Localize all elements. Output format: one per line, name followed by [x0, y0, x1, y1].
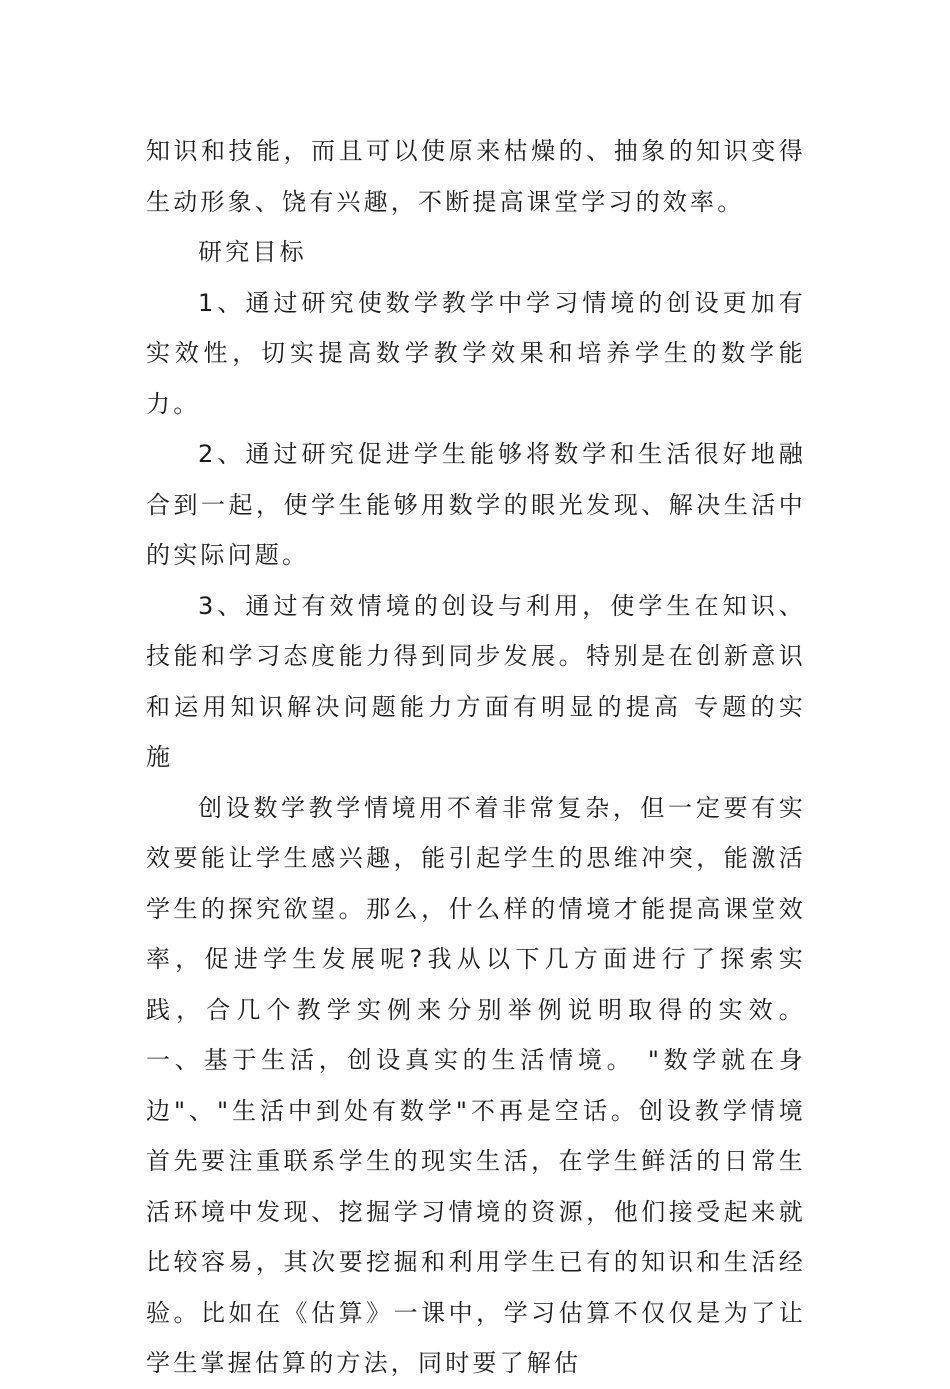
paragraph-implementation: 创设数学教学情境用不着非常复杂，但一定要有实效要能让学生感兴趣，能引起学生的思维冲突，能激活学生的探究欲望。那么，什么样的情境才能提高课堂效率，促进学生发展呢?我从以下几方面进行了探索实践，合几个教学实例来分别举例说明取得的实效。 一、基于生活，创设真实的生活情境。 "数学就在身边"、"生活中到处有数学"不再是空话。创设教学情境首先要注重联系学生的现实生活，在学生鲜活的日常生活环境中发现、挖掘学习情境的资源，他们接受起来就比较容易，其次要挖掘和利用学生已有的知识和生活经验。比如在《估算》一课中，学习估算不仅仅是为了让学生掌握估算的方法，同时要了解估: [146, 793, 806, 1377]
document-body: [146, 126, 806, 1389]
paragraph-goal-3: 3、通过有效情境的创设与利用，使学生在知识、技能和学习态度能力得到同步发展。特别是在创新意识和运用知识解决问题能力方面有明显的提高 专题的实施: [146, 591, 806, 771]
paragraph-intro-continuation: 知识和技能，而且可以使原来枯燥的、抽象的知识变得生动形象、饶有兴趣，不断提高课堂学习的效率。: [146, 137, 806, 216]
paragraph-goal-2: 2、通过研究促进学生能够将数学和生活很好地融合到一起，使学生能够用数学的眼光发现、解决生活中的实际问题。: [146, 440, 806, 569]
section-heading-research-goals: 研究目标: [198, 238, 307, 266]
paragraph-goal-1: 1、通过研究使数学教学中学习情境的创设更加有实效性，切实提高数学教学效果和培养学生的数学能力。: [146, 288, 806, 418]
